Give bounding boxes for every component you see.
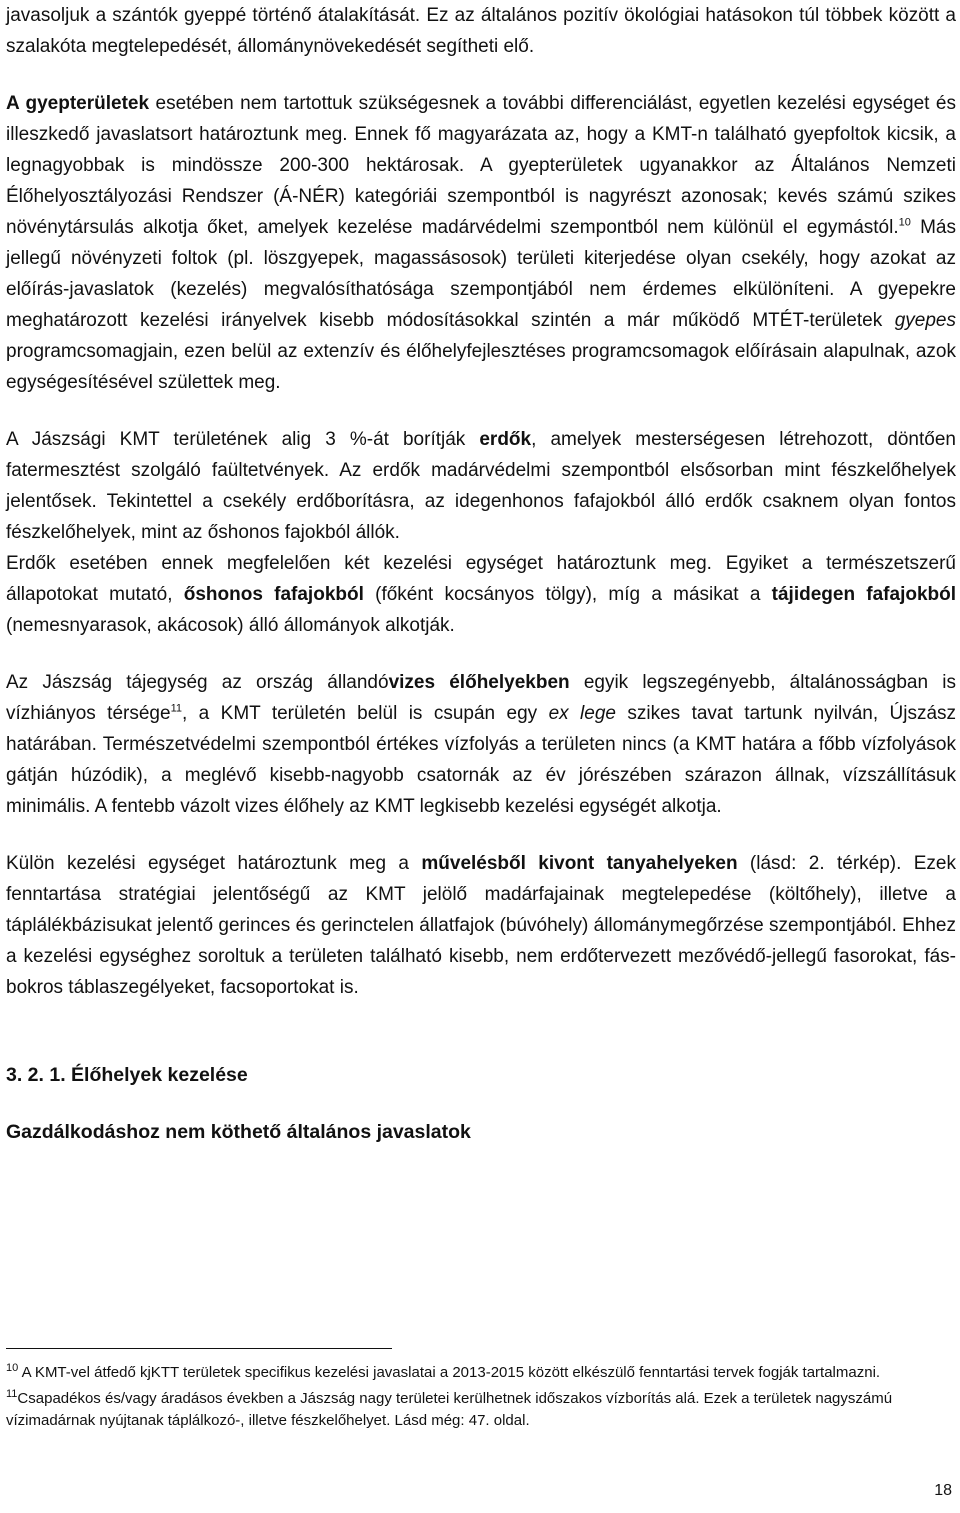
paragraph-grasslands xyxy=(6,88,956,398)
paragraph-wetlands xyxy=(6,667,956,822)
footnote-11-number: 11 xyxy=(6,1388,18,1400)
text-run: javasoljuk a szántók gyeppé történő átalakítását. Ez az általános pozitív ökológiai hatásokon túl többek között a szalakóta megtelepedését, állománynövekedését segítheti elő. xyxy=(6,5,956,57)
text-run: szikes tavat tartunk nyilván, Újszász határában. Természetvédelmi szempontból értékes vízfolyás a területen nincs (a KMT határa a főbb vízfolyások gátján húzódik), a meglévő kisebb-nagyobb csatornák az év jórészében szárazon állnak, vízszállításuk minimális. A fentebb vázolt vizes élőhely az KMT legkisebb kezelési egységét alkotja. xyxy=(6,703,957,817)
text-run: , amelyek mesterségesen létrehozott, döntően fatermesztést szolgáló faültetvények. Az erdők madárvédelmi szempontból elsősorban mint fészkelőhelyek jelentősek. Tekintettel a csekély erdőborításra, az idegenhonos fafajokból álló erdők csaknem olyan fontos fészkelőhelyek, mint az őshonos fajokból állók. xyxy=(6,429,956,543)
text-run: vizes élőhelyekben xyxy=(388,672,570,693)
text-run: őshonos fafajokból xyxy=(183,584,364,605)
text-run: tájidegen fafajokból xyxy=(771,584,957,605)
footnote-11 xyxy=(6,1388,946,1432)
footnote-10-text: A KMT-vel átfedő kjKTT területek specifikus kezelési javaslatai a 2013-2015 között elkészülő fenntartási tervek fogják tartalmazni. xyxy=(18,1364,881,1381)
text-run: (nemesnyarasok, akácosok) álló állományok alkotják. xyxy=(6,615,455,636)
text-run: erdők xyxy=(479,429,532,450)
text-run: ex lege xyxy=(548,703,616,724)
text-run: Az Jászság tájegység az ország állandó xyxy=(6,672,389,693)
text-run: művelésből kivont tanyahelyeken xyxy=(421,853,738,874)
text-run: programcsomagjain, ezen belül az extenzív és élőhelyfejlesztéses programcsomagok előírásain alapulnak, azok egységesítésével születtek meg. xyxy=(6,341,956,393)
text-run: (lásd: 2. térkép). Ezek fenntartása stratégiai jelentőségű az KMT jelölő madárfajainak megtelepedése (költőhely), illetve a táplálékbázisukat jelentő gerinces és gerinctelen állatfajok (búvóhely) állománymegőrzése szempontjából. Ehhez a kezelési egységhez soroltuk a területen található kisebb, nem erdőtervezett mezővédő-jellegű fasorokat, fás-bokros táblaszegélyeket, facsoportokat is. xyxy=(6,853,956,998)
text-run: gyepes xyxy=(894,310,956,331)
paragraph-forests xyxy=(6,424,956,548)
text-run: Külön kezelési egységet határoztunk meg a xyxy=(6,853,422,874)
paragraph-farmsteads xyxy=(6,848,956,1003)
text-run: Erdők esetében ennek megfelelően két kezelési egységet határoztunk meg. Egyiket a természetszerű állapotokat mutató, xyxy=(6,553,956,605)
subsection-heading: Gazdálkodáshoz nem köthető általános javaslatok xyxy=(6,1121,471,1143)
text-run: (főként kocsányos tölgy), míg a másikat a xyxy=(363,584,772,605)
footnote-10 xyxy=(6,1362,946,1384)
text-run: A Jászsági KMT területének alig 3 %-át borítják xyxy=(6,429,480,450)
footnote-ref: 11 xyxy=(170,702,182,715)
paragraph-grass-conversion xyxy=(6,0,956,62)
section-heading: 3. 2. 1. Élőhelyek kezelése xyxy=(6,1064,248,1086)
text-run: esetében nem tartottuk szükségesnek a további differenciálást, egyetlen kezelési egységet és illeszkedő javaslatsort határoztunk meg. Ennek fő magyarázata az, hogy a KMT-n található gyepfoltok kicsik, a legnagyobbak is mindössze 200-300 hektárosak. A gyepterületek ugyanakkor az Általános Nemzeti Élőhelyosztályozási Rendszer (Á-NÉR) kategóriái szempontból is nagyrészt azonosak; kevés számú szikes növénytársulás alkotja őket, amelyek kezelése madárvédelmi szempontból nem különül el egymástól. xyxy=(6,93,956,238)
footnote-ref: 10 xyxy=(898,216,911,229)
text-run: egyik legszegényebb, általánosságban is vízhiányos térsége xyxy=(6,672,956,724)
footnote-separator xyxy=(6,1348,392,1349)
footnote-10-number: 10 xyxy=(6,1362,19,1374)
footnote-11-text: Csapadékos és/vagy áradásos években a Jászság nagy területei kerülhetnek időszakos vízborítás alá. Ezek a területek nagyszámú vízimadárnak nyújtanak táplálkozó-, illetve fészkelőhelyet. Lásd még: 47. oldal. xyxy=(6,1390,893,1429)
paragraph-forest-units xyxy=(6,548,956,641)
footnotes xyxy=(6,1362,946,1436)
document-page xyxy=(6,0,956,1148)
page-number: 18 xyxy=(934,1482,952,1499)
text-run: Más jellegű növényzeti foltok (pl. löszgyepek, magassásosok) területi kiterjedése olyan csekély, hogy azokat az előírás-javaslatok (kezelés) megvalósíthatósága szempontjából nem érdemes elkülöníteni. A gyepekre meghatározott kezelési irányelvek kisebb módosításokkal szintén a már működő MTÉT-területek xyxy=(6,217,956,331)
text-run: A gyepterületek xyxy=(6,93,150,114)
text-run: , a KMT területén belül is csupán egy xyxy=(181,703,549,724)
